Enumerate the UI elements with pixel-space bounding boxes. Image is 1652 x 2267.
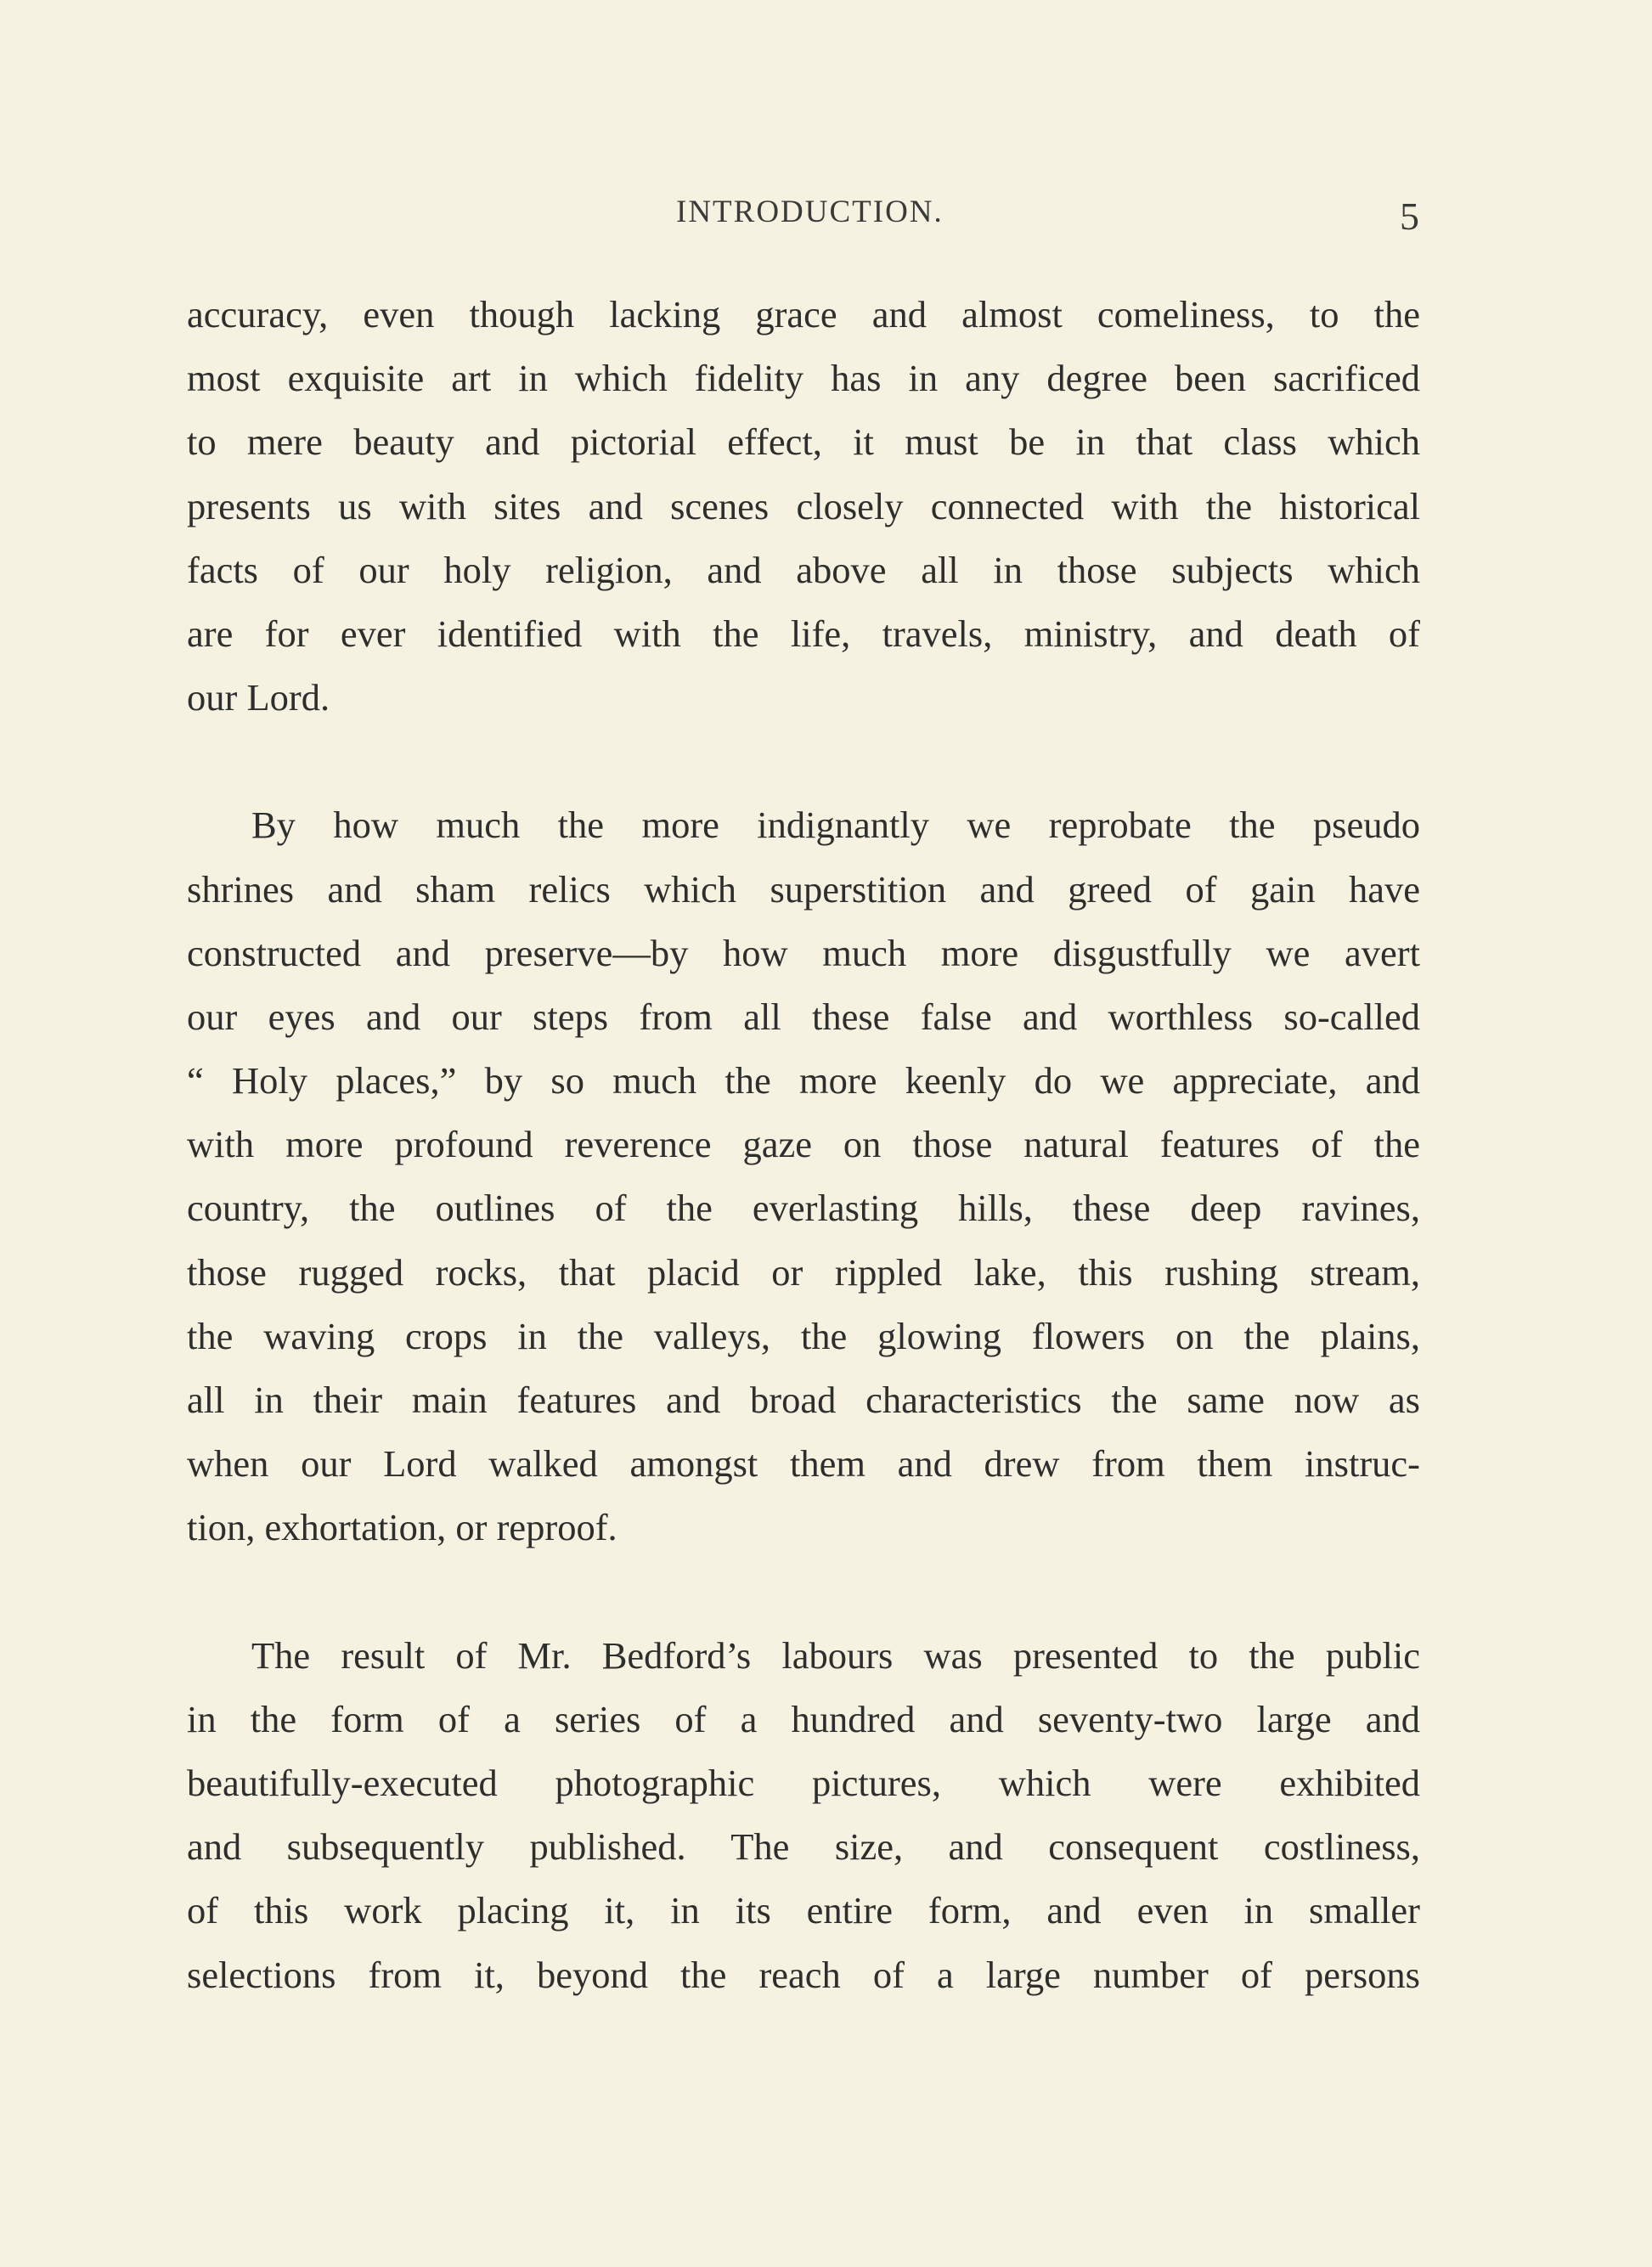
- text-line: our eyes and our steps from all these false and worthless so-called: [187, 995, 1420, 1038]
- text-line: with more profound reverence gaze on those natural features of the: [187, 1123, 1420, 1166]
- text-line: country, the outlines of the everlasting hills, these deep ravines,: [187, 1187, 1420, 1230]
- text-line: the waving crops in the valleys, the glowing flowers on the plains,: [187, 1314, 1420, 1357]
- text-line: are for ever identified with the life, travels, ministry, and death of: [187, 612, 1420, 655]
- running-title: INTRODUCTION.: [676, 195, 944, 229]
- text-line: those rugged rocks, that placid or rippled lake, this rushing stream,: [187, 1250, 1420, 1294]
- text-line: all in their main features and broad characteristics the same now as: [187, 1379, 1420, 1421]
- text-line: presents us with sites and scenes closely connected with the historical: [187, 484, 1420, 527]
- page-number: 5: [1400, 195, 1419, 238]
- text-line: to mere beauty and pictorial effect, it must be in that class which: [187, 420, 1420, 464]
- paragraph-1: [187, 283, 1420, 730]
- text-line: accuracy, even though lacking grace and almost comeliness, to the: [187, 293, 1420, 336]
- text-line: selections from it, beyond the reach of a large number of persons: [187, 1953, 1420, 1996]
- text-line: of this work placing it, in its entire form, and even in smaller: [187, 1889, 1420, 1932]
- text-line: shrines and sham relics which superstition and greed of gain have: [187, 867, 1420, 911]
- text-line: beautifully-executed photographic pictures, which were exhibited: [187, 1761, 1420, 1804]
- text-line: By how much the more indignantly we reprobate the pseudo: [251, 804, 1420, 847]
- paragraph-2: [187, 793, 1420, 1559]
- text-line: constructed and preserve—by how much more disgustfully we avert: [187, 931, 1420, 974]
- text-line: when our Lord walked amongst them and drew from them instruc-: [187, 1442, 1420, 1486]
- paragraph-3: [187, 1624, 1420, 2007]
- running-head: [0, 194, 1652, 245]
- text-line: our Lord.: [187, 676, 330, 719]
- text-line: facts of our holy religion, and above all in those subjects which: [187, 548, 1420, 591]
- text-line: tion, exhortation, or reproof.: [187, 1506, 617, 1549]
- text-line: most exquisite art in which fidelity has in any degree been sacrificed: [187, 357, 1420, 400]
- text-line: The result of Mr. Bedford’s labours was presented to the public: [251, 1633, 1420, 1677]
- text-line: in the form of a series of a hundred and seventy-two large and: [187, 1697, 1420, 1740]
- text-line: and subsequently published. The size, and consequent costliness,: [187, 1825, 1420, 1869]
- text-line: “ Holy places,” by so much the more keenly do we appreciate, and: [187, 1059, 1420, 1102]
- body-text: [187, 283, 1420, 2071]
